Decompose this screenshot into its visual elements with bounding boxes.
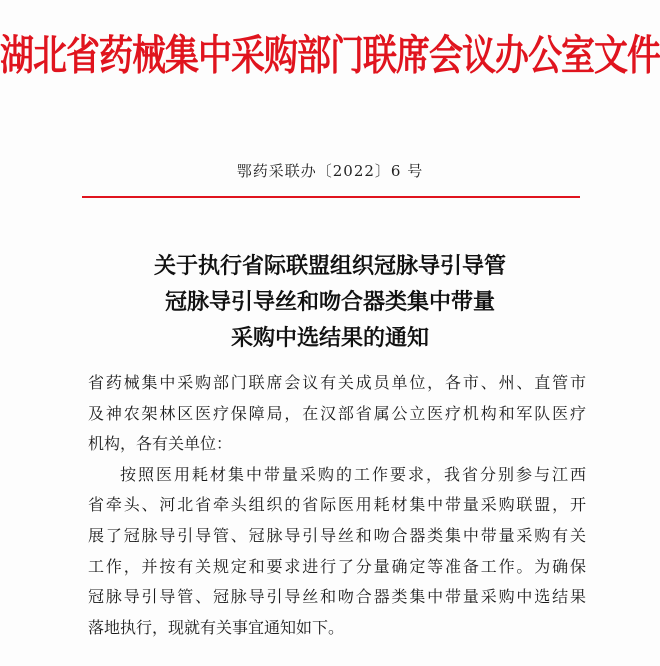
red-divider-line (82, 196, 580, 198)
body-line: 省牵头、河北省牵头组织的省际医用耗材集中带量采购联盟，开 (88, 495, 586, 515)
document-body (88, 368, 586, 643)
body-line: 冠脉导引导管、冠脉导引导丝和吻合器类集中带量采购中选结果 (88, 587, 586, 607)
body-line: 按照医用耗材集中带量采购的工作要求，我省分别参与江西 (120, 464, 586, 484)
title-line: 关于执行省际联盟组织冠脉导引导管 (153, 253, 506, 279)
body-line: 省药械集中采购部门联席会议有关成员单位，各市、州、直管市 (88, 373, 586, 392)
body-line: 落地执行，现就有关事宜通知如下。 (88, 617, 345, 637)
document-number: 鄂药采联办〔2022〕6 号 (236, 162, 424, 180)
body-line: 展了冠脉导引导管、冠脉导引导丝和吻合器类集中带量采购有关 (88, 525, 586, 545)
body-line: 工作，并按有关规定和要求进行了分量确定等准备工作。为确保 (88, 556, 586, 576)
title-line: 冠脉导引导丝和吻合器类集中带量 (164, 289, 495, 315)
title-line: 采购中选结果的通知 (230, 325, 429, 351)
org-header-title: 湖北省药械集中采购部门联席会议办公室文件 (0, 31, 660, 81)
body-line: 机构，各有关单位： (88, 434, 233, 454)
document-title (0, 248, 660, 356)
body-line: 及神农架林区医疗保障局，在汉部省属公立医疗机构和军队医疗 (88, 403, 586, 423)
